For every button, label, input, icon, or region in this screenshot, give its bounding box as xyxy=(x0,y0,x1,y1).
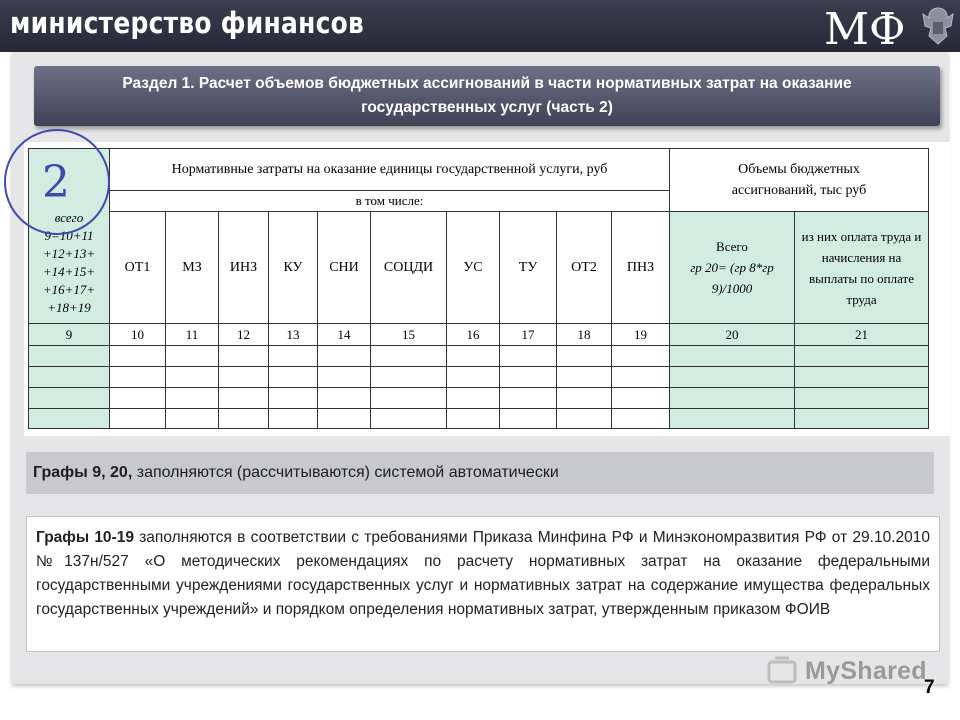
col-number: 12 xyxy=(219,324,269,346)
col20-header: Всего гр 20= (гр 8*гр 9)/1000 xyxy=(670,212,795,324)
col-number: 14 xyxy=(318,324,371,346)
col-number: 11 xyxy=(166,324,219,346)
col-number: 20 xyxy=(670,324,795,346)
col-header-mz: МЗ xyxy=(166,212,219,324)
budget-header: Объемы бюджетных ассигнований, тыс руб xyxy=(670,149,929,212)
budget-form-table xyxy=(28,148,929,429)
col-number: 18 xyxy=(557,324,612,346)
col-header-ot2: ОТ2 xyxy=(557,212,612,324)
instructions-box xyxy=(26,516,940,652)
col-header-sotsdi: СОЦДИ xyxy=(371,212,447,324)
col-number: 13 xyxy=(269,324,318,346)
in-that-header: в том числе: xyxy=(110,191,670,212)
instructions-text xyxy=(36,526,930,622)
ministry-title: министерство финансов xyxy=(10,6,365,40)
col-number: 19 xyxy=(612,324,670,346)
section-title-line1: Раздел 1. Расчет объемов бюджетных ассигнований в части нормативных затрат на оказание xyxy=(122,75,852,92)
col-number: 21 xyxy=(795,324,929,346)
section-title-line2: государственных услуг (часть 2) xyxy=(361,99,613,116)
minfin-logo-icon xyxy=(822,2,917,50)
col-header-inz: ИНЗ xyxy=(219,212,269,324)
col21-header: из них оплата труда и начисления на выплаты по оплате труда xyxy=(795,212,929,324)
col-number: 9 xyxy=(29,324,110,346)
section-header xyxy=(34,66,940,126)
col-header-ot1: ОТ1 xyxy=(110,212,166,324)
col-number: 17 xyxy=(500,324,557,346)
coat-of-arms-icon xyxy=(919,4,957,48)
col9-formula: 9=10+11 +12+13+ +14+15+ +16+17+ +18+19 xyxy=(42,228,96,315)
instructions-bold: Графы 10-19 xyxy=(36,529,134,546)
col-number: 10 xyxy=(110,324,166,346)
table-row xyxy=(29,409,929,429)
col-header-sni: СНИ xyxy=(318,212,371,324)
note-text: заполняются (рассчитываются) системой автоматически xyxy=(136,464,559,481)
auto-fill-note-text xyxy=(33,464,559,482)
col-header-ku: КУ xyxy=(269,212,318,324)
table-row xyxy=(29,388,929,409)
col-header-pnz: ПНЗ xyxy=(612,212,670,324)
top-bar xyxy=(0,0,960,52)
instructions-body: заполняются в соответствии с требованиями Приказа Минфина РФ и Минэкономразвития РФ от 29.10.2010 №137н/527 «О методических рекомендациях по расчету нормативных затрат на оказание федеральными государственными учреждениями государственных услуг и нормативных затрат на содержание имущества федеральных государственных учреждений» и порядком определения нормативных затрат, утвержденным приказом ФОИВ xyxy=(36,529,930,618)
watermark-text: MyShared xyxy=(805,657,927,685)
auto-fill-note xyxy=(26,452,934,494)
col-number: 15 xyxy=(371,324,447,346)
part-number-badge: 2 xyxy=(42,157,70,208)
table-row xyxy=(29,367,929,388)
col-number: 16 xyxy=(447,324,500,346)
col-header-tu: ТУ xyxy=(500,212,557,324)
col-header-us: УС xyxy=(447,212,500,324)
col9-label: всего xyxy=(54,210,84,225)
norm-cost-header: Нормативные затраты на оказание единицы государственной услуги, руб xyxy=(110,149,670,191)
page-number: 7 xyxy=(924,677,935,698)
note-bold: Графы 9, 20, xyxy=(33,464,133,481)
table-row xyxy=(29,346,929,367)
svg-text:МФ: МФ xyxy=(824,4,906,50)
